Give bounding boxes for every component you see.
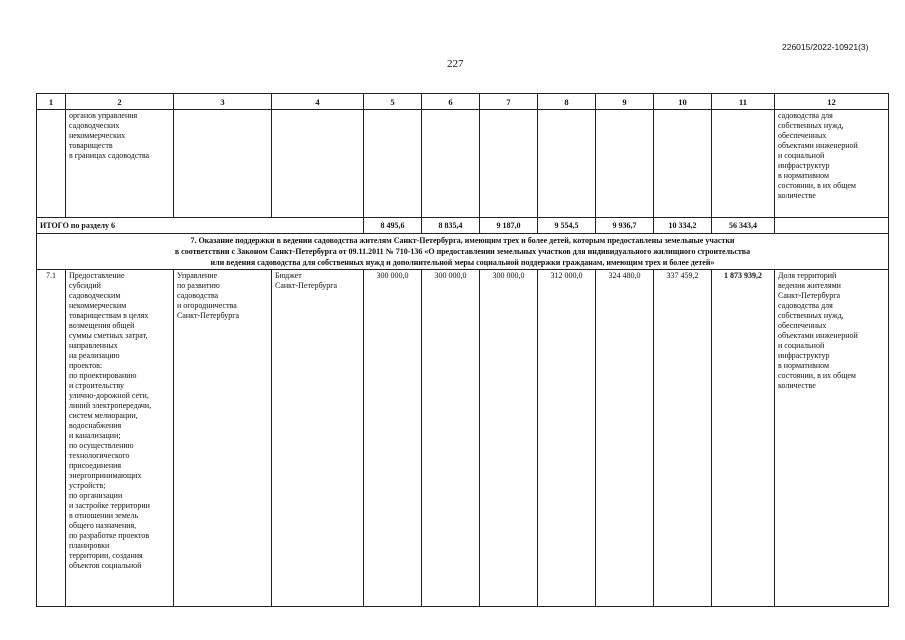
column-number: 3 (174, 94, 272, 110)
section-title: 7. Оказание поддержки в ведении садоводства жителям Санкт-Петербурга, имеющим трех и более детей, которым предоставлены земельные участки в соответствии с Законом Санкт-Петербурга от 09.11.2011 № 710-136 «О предоставлении земельных участков для индивидуального жилищного строительства или ведения садоводства для собственных нужд и дополнительной меры социальной поддержки гражданам, имеющим трех и более детей» (37, 234, 889, 270)
row-value: 300 000,0 (422, 270, 480, 607)
section-total-row (37, 218, 889, 234)
total-value: 9 187,0 (480, 218, 538, 234)
row-indicator: Доля территорий ведения жителями Санкт-Петербурга садоводства для собственных нужд, обеспеченных объектами инженерной и социальной инфраструктур в нормативном состоянии, в их общем количестве (775, 270, 889, 607)
row-total-value: 1 873 939,2 (712, 270, 775, 607)
row-value: 300 000,0 (480, 270, 538, 607)
column-number: 7 (480, 94, 538, 110)
row-value: 312 000,0 (538, 270, 596, 607)
total-value: 8 835,4 (422, 218, 480, 234)
row-funding-source: Бюджет Санкт-Петербурга (272, 270, 364, 607)
column-number: 8 (538, 94, 596, 110)
total-value: 8 495,6 (364, 218, 422, 234)
column-number: 4 (272, 94, 364, 110)
column-number: 6 (422, 94, 480, 110)
row-value: 324 480,0 (596, 270, 654, 607)
column-number: 9 (596, 94, 654, 110)
total-value: 56 343,4 (712, 218, 775, 234)
column-number: 1 (37, 94, 66, 110)
total-value: 10 334,2 (654, 218, 712, 234)
total-value: 9 554,5 (538, 218, 596, 234)
total-value: 9 936,7 (596, 218, 654, 234)
row-value: 337 459,2 (654, 270, 712, 607)
page-number: 227 (447, 58, 464, 70)
continued-description: органов управления садоводческих некоммерческих товариществ в границах садоводства (66, 110, 174, 218)
row-executor: Управление по развитию садоводства и огородничества Санкт-Петербурга (174, 270, 272, 607)
column-number: 5 (364, 94, 422, 110)
program-table (36, 93, 889, 607)
continued-indicator: садоводства для собственных нужд, обеспеченных объектами инженерной и социальной инфраструктур в нормативном состоянии, в их общем количестве (775, 110, 889, 218)
column-number: 2 (66, 94, 174, 110)
table-row (37, 270, 889, 607)
column-number-row (37, 94, 889, 110)
total-label: ИТОГО по разделу 6 (37, 218, 364, 234)
document-id: 226015/2022-10921(3) (782, 42, 869, 52)
row-number: 7.1 (37, 270, 66, 607)
column-number: 11 (712, 94, 775, 110)
column-number: 10 (654, 94, 712, 110)
row-value: 300 000,0 (364, 270, 422, 607)
row-description: Предоставление субсидий садоводческим некоммерческим товариществам в целях возмещения общей суммы сметных затрат, направленных на реализацию проектов: по проектированию и строительству улично-дорожной сети, линий электропередачи, систем мелиорации, водоснабжения и канализации; по осуществлению технологического присоединения энергопринимающих устройств; по организации и застройке территории в отношении земель общего назначения, по разработке проектов планировки территории, создания объектов социальной (66, 270, 174, 607)
continuation-row (37, 110, 889, 218)
column-number: 12 (775, 94, 889, 110)
section-heading-row (37, 234, 889, 270)
